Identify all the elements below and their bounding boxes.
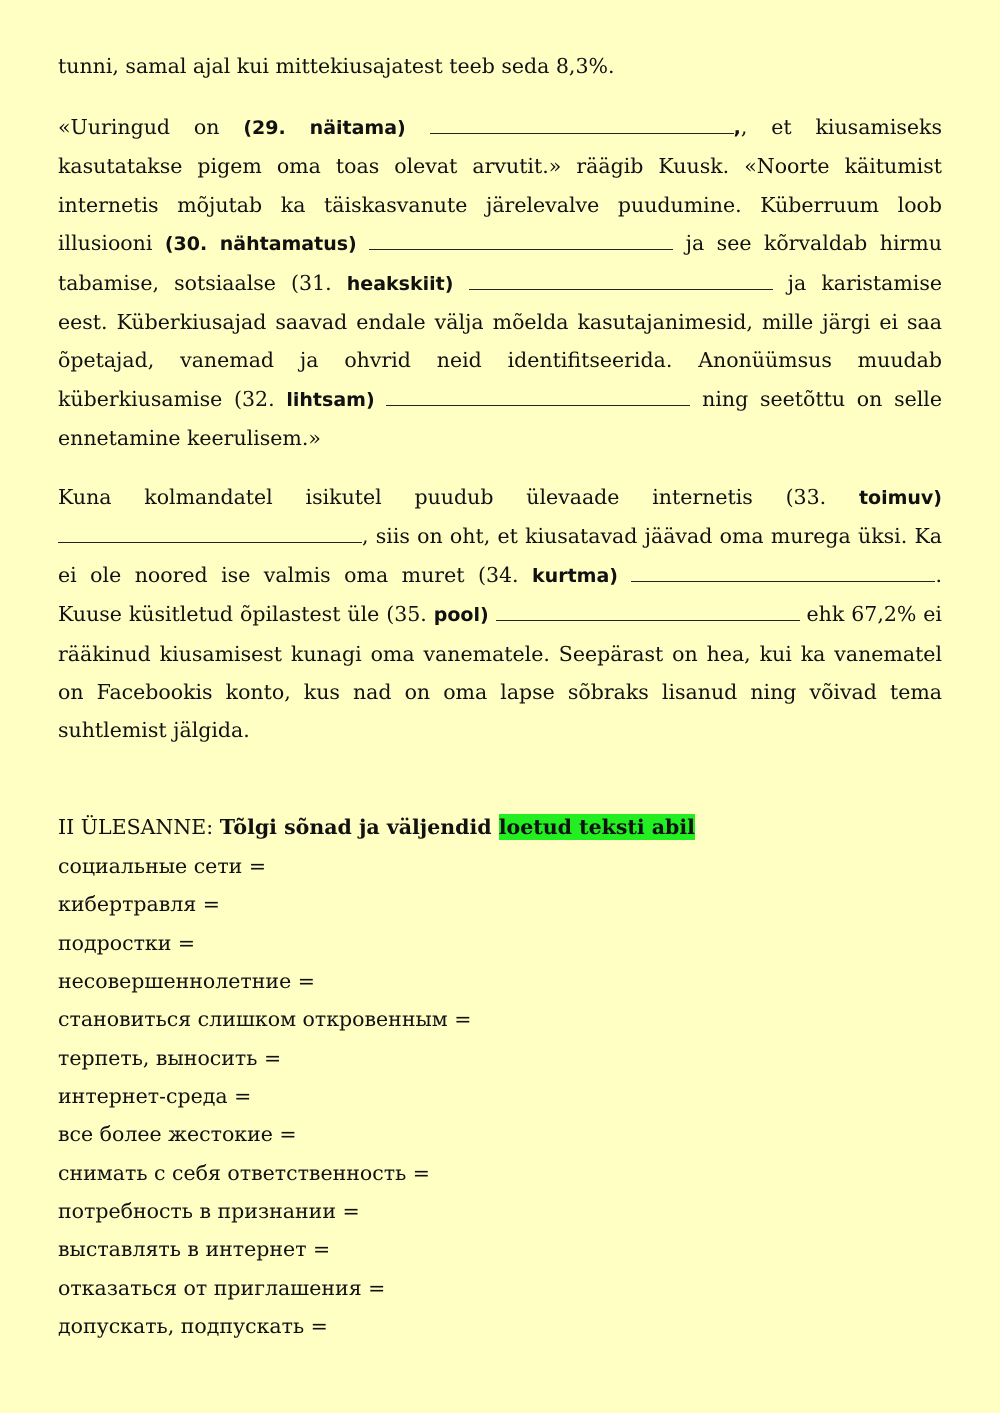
vocabulary-list (58, 847, 471, 1345)
text-segment: . Kuuse küsitletud õpilastest üle (35. (58, 562, 942, 627)
paragraph-intro: tunni, samal ajal kui mittekiusajatest teeb seda 8,3%. (58, 54, 615, 78)
answer-blank-31[interactable] (469, 272, 773, 290)
vocab-item[interactable]: отказаться от приглашения = (58, 1275, 386, 1300)
vocab-item[interactable]: становиться слишком откровенным = (58, 1007, 472, 1032)
task-2-title (58, 808, 695, 846)
text-segment: ehk 67,2% ei rääkinud kiusamisest kunagi oma vanematele. Seepärast on hea, kui ka vanematel on Facebookis konto, kus nad on oma lapse sõbraks lisanud ning võivad tema suhtlemist jälgida. (58, 602, 942, 743)
task-2-highlight: loetud teksti abil (498, 815, 695, 839)
vocab-item[interactable]: снимать с себя ответственность = (58, 1160, 430, 1185)
vocab-item[interactable]: интернет-среда = (58, 1084, 252, 1109)
keyword-31: heakskiit) (346, 272, 454, 295)
vocab-item[interactable]: несовершеннолетние = (58, 969, 315, 994)
text-segment: , et kiusamiseks kasutatakse pigem oma toas olevat arvutit.» räägib Kuusk. «Noorte käitumist internetis mõjutab ka täiskasvanute järelevalve puudumine. Küberruum loob illusiooni (58, 115, 943, 256)
vocab-item[interactable]: подростки = (58, 930, 196, 955)
text-segment: ning seetõttu on selle ennetamine keerulisem.» (58, 386, 942, 451)
text-segment: Kuna kolmandatel isikutel puudub ülevaade internetis (33. (58, 485, 859, 509)
answer-blank-32[interactable] (386, 388, 690, 406)
paragraph-third-parties (58, 478, 942, 750)
text-segment: ja karistamise eest. Küberkiusajad saavad endale välja mõelda kasutajanimesid, mille järgi ei saa õpetajad, vanemad ja ohvrid neid identifitseerida. Anonüümsus muudab küberkiusamise (32. (58, 270, 942, 411)
vocab-item[interactable]: терпеть, выносить = (58, 1045, 282, 1070)
task-2-prefix: II ÜLESANNE: (58, 815, 220, 839)
text-segment: «Uuringud on (58, 115, 244, 139)
keyword-33: toimuv) (858, 487, 942, 509)
keyword-30: (30. nähtamatus) (164, 233, 357, 256)
answer-blank-30[interactable] (369, 232, 673, 250)
vocab-item[interactable]: допускать, подпускать = (58, 1314, 328, 1339)
text-segment: ja see kõrvaldab hirmu tabamise, sotsiaalse (31. (58, 231, 942, 295)
text-segment: , siis on oht, et kiusatavad jäävad oma murega üksi. Ka ei ole noored ise valmis oma muret (34. (58, 524, 942, 587)
answer-blank-29[interactable] (430, 116, 734, 134)
vocab-item[interactable]: социальные сети = (58, 854, 267, 878)
keyword-34: kurtma) (532, 564, 618, 587)
keyword-29: (29. näitama) (243, 117, 406, 139)
keyword-32: lihtsam) (286, 388, 375, 411)
vocab-item[interactable]: выставлять в интернет = (58, 1237, 331, 1262)
answer-blank-35[interactable] (496, 603, 800, 621)
vocab-item[interactable]: кибертравля = (58, 892, 220, 917)
task-2-instruction: Tõlgi sõnad ja väljendid (219, 815, 499, 839)
answer-blank-33[interactable] (58, 525, 362, 543)
paragraph-research: «Uuringud on (29. näitama) ,, et kiusamiseks kasutatakse pigem oma toas olevat arvutit.» räägib Kuusk. «Noorte käitumist internetis mõjutab ka täiskasvanute järelevalve puudumine. Küberruum loob illusiooni (30. nähtamatus) ja see kõrvaldab hirmu tabamise, sotsiaalse (31. heakskiit) ja karistamise eest. Küberkiusajad saavad endale välja mõelda kasutajanimesid, mille järgi ei saa õpetajad, vanemad ja ohvrid neid identifitseerida. Anonüümsus muudab küberkiusamise (32. lihtsam) ning seetõttu on selle ennetamine keerulisem.» (58, 115, 943, 451)
vocab-item[interactable]: все более жестокие = (58, 1122, 297, 1147)
keyword-35: pool) (433, 604, 489, 627)
answer-blank-34[interactable] (631, 564, 935, 582)
vocab-item[interactable]: потребность в признании = (58, 1199, 360, 1224)
